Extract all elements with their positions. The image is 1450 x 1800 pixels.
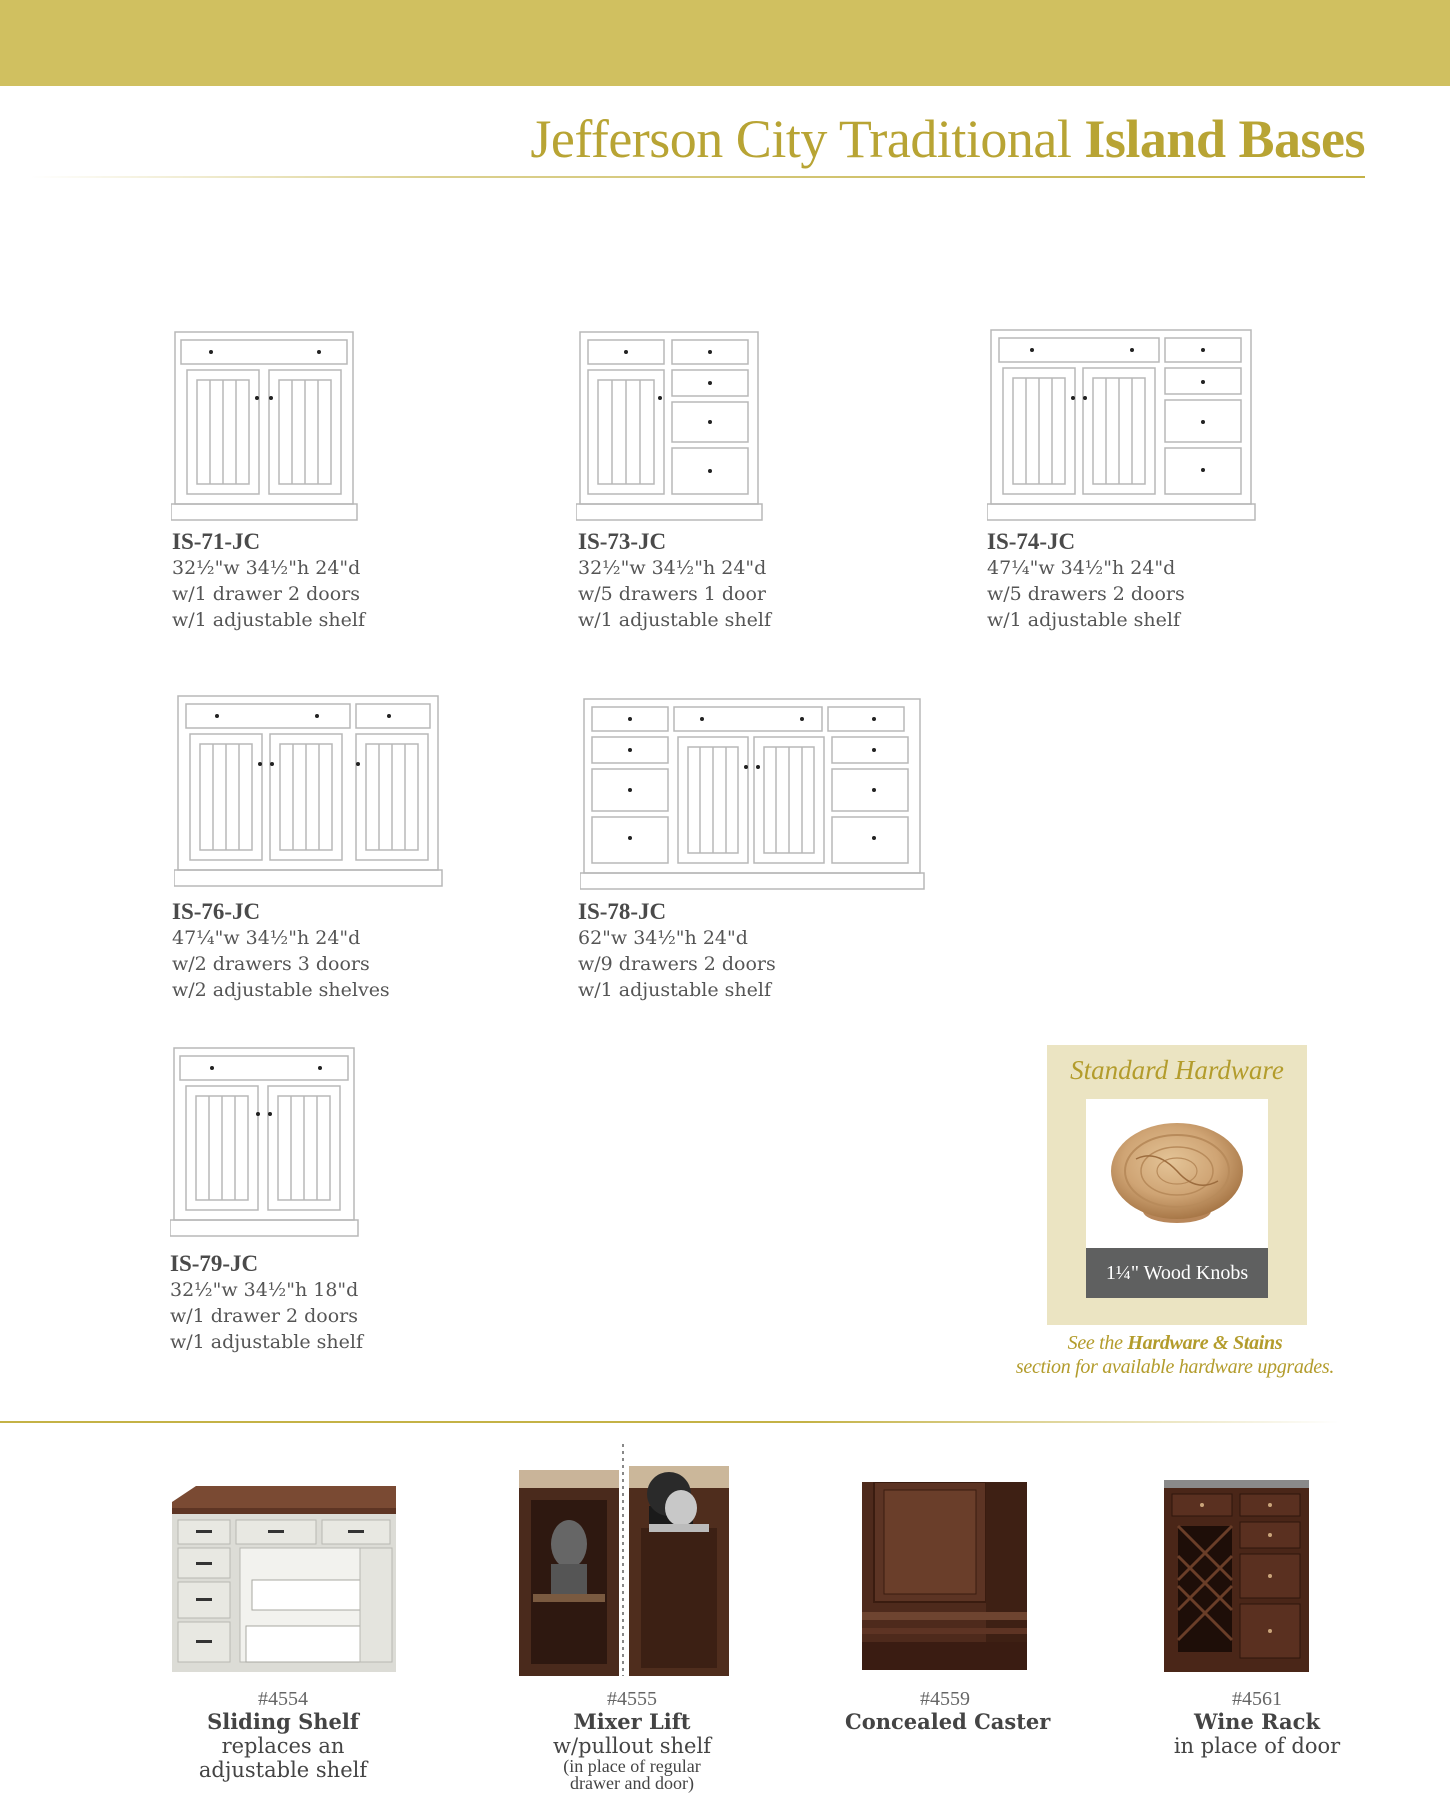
hardware-note: [970, 1331, 1380, 1379]
option-name: Sliding Shelf: [207, 1709, 359, 1734]
cabinet-desc: w/1 adjustable shelf: [578, 979, 771, 1001]
wine-rack-photo: [1164, 1480, 1309, 1672]
cabinet-drawing-is-71: [171, 330, 359, 522]
mixer-lift-photo: [519, 1444, 729, 1676]
cabinet-desc: w/2 adjustable shelves: [172, 979, 390, 1001]
cabinet-desc: w/1 adjustable shelf: [170, 1331, 363, 1353]
option-desc: adjustable shelf: [198, 1758, 368, 1782]
option-desc: in place of door: [1173, 1734, 1341, 1758]
cabinet-drawing-is-79: [170, 1046, 360, 1238]
cabinet-desc: w/9 drawers 2 doors: [578, 953, 776, 975]
option-concealed-caster: [845, 1688, 1051, 1734]
cabinet-desc: w/1 drawer 2 doors: [170, 1305, 358, 1327]
cabinet-dims: 47¼"w 34½"h 24"d: [987, 557, 1176, 579]
top-color-band: [0, 0, 1450, 86]
title-bold: Island Bases: [1084, 109, 1365, 169]
option-desc: w/pullout shelf: [553, 1734, 711, 1758]
option-note: (in place of regular: [563, 1756, 701, 1776]
note-prefix: See the: [1067, 1332, 1128, 1354]
cabinet-drawing-is-74: [987, 328, 1257, 522]
section-divider: [0, 1421, 1340, 1423]
cabinet-code: IS-74-JC: [987, 529, 1076, 554]
option-number: #4561: [1232, 1688, 1282, 1710]
cabinet-desc: w/1 adjustable shelf: [172, 609, 365, 631]
standard-hardware-box: [1047, 1045, 1307, 1325]
option-name: Concealed Caster: [845, 1709, 1051, 1734]
cabinet-dims: 32½"w 34½"h 18"d: [170, 1279, 359, 1301]
option-sliding-shelf: [183, 1688, 383, 1782]
cabinet-desc: w/1 adjustable shelf: [987, 609, 1180, 631]
option-mixer-lift: [532, 1688, 732, 1792]
cabinet-code: IS-78-JC: [578, 899, 667, 924]
hardware-title: Standard Hardware: [1070, 1055, 1284, 1085]
option-wine-rack: [1157, 1688, 1357, 1758]
cabinet-drawing-is-78: [580, 697, 926, 891]
cabinet-desc: w/5 drawers 2 doors: [987, 583, 1185, 605]
cabinet-desc: w/1 adjustable shelf: [578, 609, 771, 631]
cabinet-spec-is-74: [987, 529, 1185, 633]
cabinet-dims: 32½"w 34½"h 24"d: [172, 557, 361, 579]
option-name: Mixer Lift: [573, 1709, 691, 1734]
note-line2: section for available hardware upgrades.: [1015, 1356, 1335, 1378]
cabinet-code: IS-76-JC: [172, 899, 261, 924]
hardware-caption: 1¼" Wood Knobs: [1086, 1248, 1268, 1298]
option-number: #4554: [258, 1688, 308, 1710]
cabinet-drawing-is-76: [174, 694, 444, 888]
page-title: [530, 108, 1365, 170]
cabinet-drawing-is-73: [576, 330, 764, 522]
cabinet-dims: 32½"w 34½"h 24"d: [578, 557, 767, 579]
hardware-stains-link[interactable]: Hardware & Stains: [1127, 1332, 1283, 1354]
title-light: Jefferson City Traditional: [530, 109, 1072, 169]
option-name: Wine Rack: [1193, 1709, 1320, 1734]
cabinet-desc: w/2 drawers 3 doors: [172, 953, 370, 975]
cabinet-spec-is-78: [578, 899, 776, 1003]
concealed-caster-photo: [862, 1482, 1027, 1670]
cabinet-spec-is-79: [170, 1251, 363, 1355]
cabinet-spec-is-71: [172, 529, 365, 633]
cabinet-code: IS-79-JC: [170, 1251, 259, 1276]
cabinet-spec-is-73: [578, 529, 771, 633]
sliding-shelf-photo: [170, 1480, 396, 1672]
cabinet-desc: w/1 drawer 2 doors: [172, 583, 360, 605]
title-underline: [30, 176, 1365, 178]
cabinet-dims: 62"w 34½"h 24"d: [578, 927, 748, 949]
option-note: drawer and door): [570, 1773, 694, 1793]
option-number: #4555: [607, 1688, 657, 1710]
cabinet-spec-is-76: [172, 899, 390, 1003]
cabinet-code: IS-71-JC: [172, 529, 261, 554]
cabinet-dims: 47¼"w 34½"h 24"d: [172, 927, 361, 949]
option-number: #4559: [920, 1688, 970, 1710]
cabinet-code: IS-73-JC: [578, 529, 667, 554]
cabinet-desc: w/5 drawers 1 door: [578, 583, 766, 605]
option-desc: replaces an: [221, 1734, 345, 1758]
